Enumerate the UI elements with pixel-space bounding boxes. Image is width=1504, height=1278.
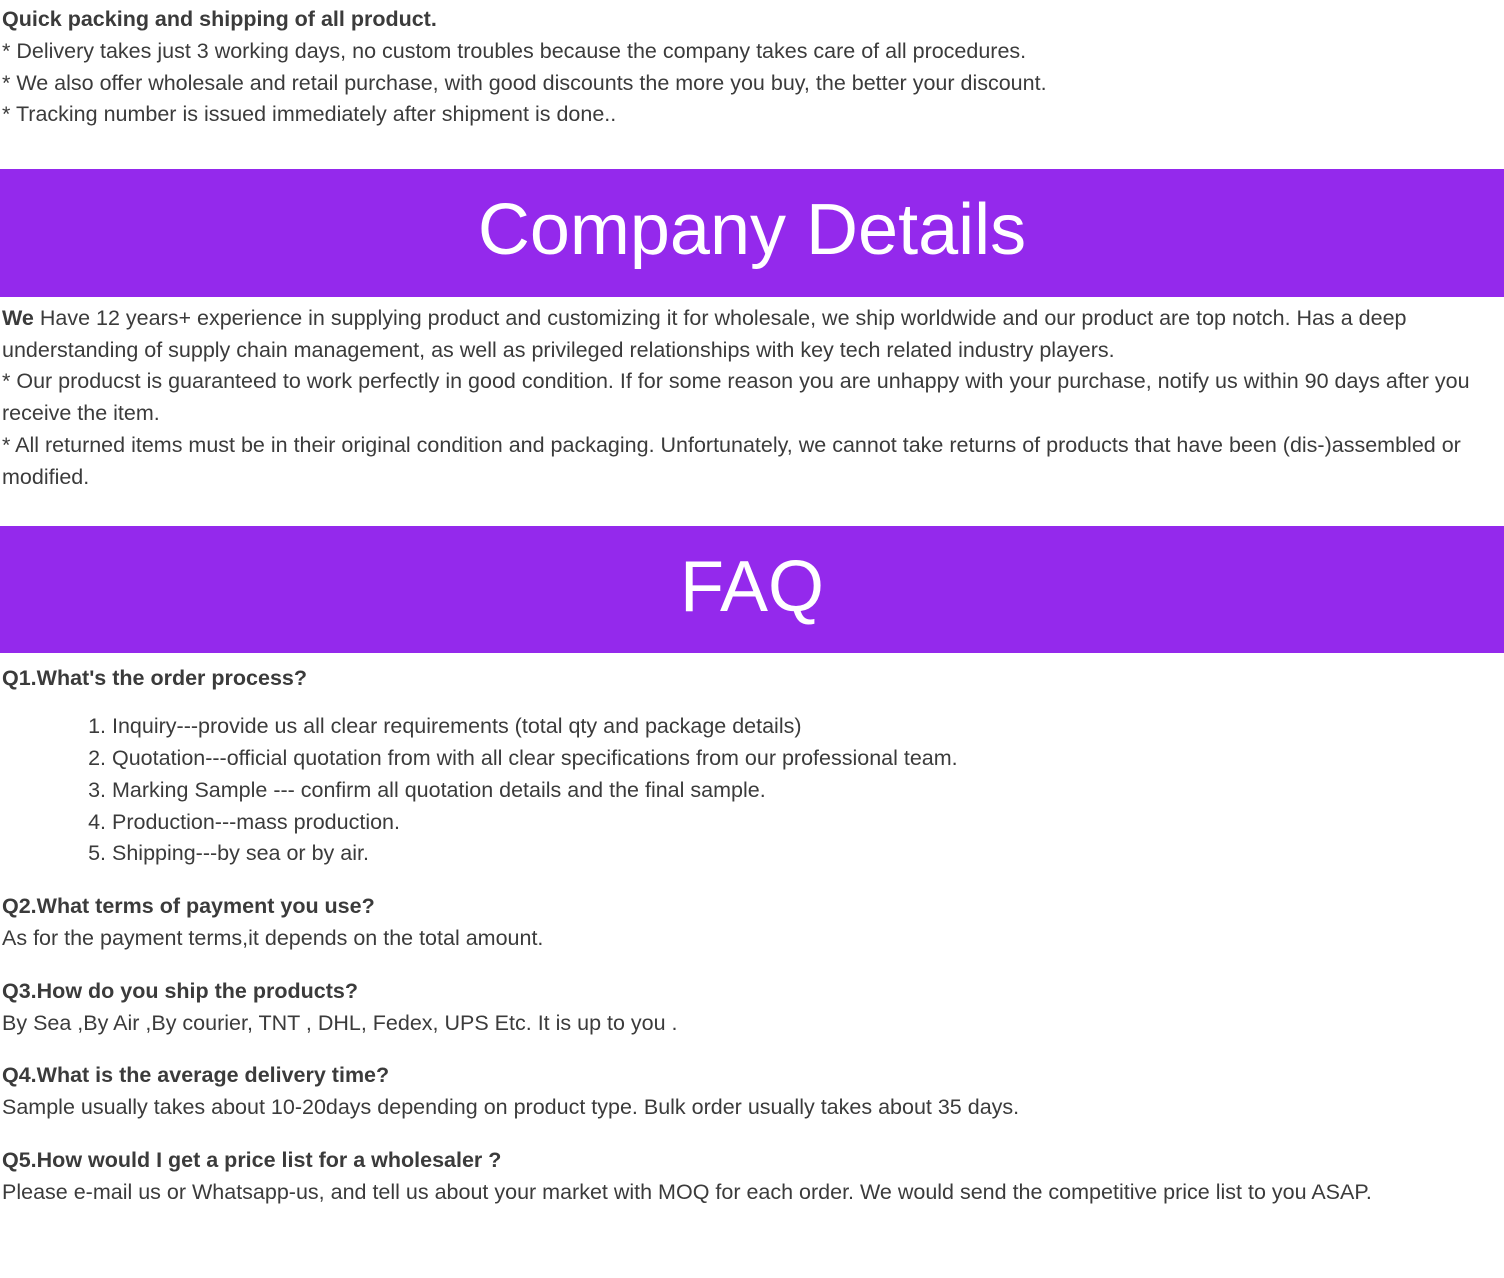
shipping-line-3: * Tracking number is issued immediately after shipment is done..	[2, 102, 617, 127]
faq-spacer-4	[2, 1124, 1502, 1145]
faq-answer-2: As for the payment terms,it depends on the total amount.	[2, 926, 544, 950]
company-line-2: * All returned items must be in their original condition and packaging. Unfortunately, we cannot take returns of products that have been (dis-)assembled or modified.	[2, 433, 1467, 489]
list-item: 5. Shipping---by sea or by air.	[112, 838, 1502, 870]
faq-answer-4: Sample usually takes about 10-20days depending on product type. Bulk order usually takes about 35 days.	[2, 1095, 1020, 1120]
faq-spacer-1	[2, 870, 1502, 891]
company-intro-paragraph	[2, 303, 1502, 367]
faq-question-3: Q3.How do you ship the products?	[2, 978, 358, 1003]
company-intro-rest: Have 12 years+ experience in supplying product and customizing it for wholesale, we ship worldwide and our product are top notch. Has a deep understanding of supply chain management, as well as privileged relationships with key tech related industry players.	[2, 305, 1413, 362]
list-item: 2. Quotation---official quotation from with all clear specifications from our professional team.	[112, 743, 1502, 775]
order-process-list	[2, 711, 1502, 870]
company-details-banner: Company Details	[0, 169, 1504, 297]
faq-answer-3: By Sea ,By Air ,By courier, TNT , DHL, Fedex, UPS Etc. It is up to you .	[2, 1010, 678, 1035]
shipping-section	[0, 0, 1504, 131]
shipping-line-2: * We also offer wholesale and retail purchase, with good discounts the more you buy, the better your discount.	[2, 70, 1047, 95]
list-item: 1. Inquiry---provide us all clear requirements (total qty and package details)	[112, 711, 1502, 743]
list-item: 3. Marking Sample --- confirm all quotation details and the final sample.	[112, 775, 1502, 807]
faq-question-4: Q4.What is the average delivery time?	[2, 1063, 390, 1088]
faq-section	[0, 653, 1504, 1214]
shipping-line-1: * Delivery takes just 3 working days, no custom troubles because the company takes care of all procedures.	[2, 38, 1027, 63]
faq-question-2: Q2.What terms of payment you use?	[2, 894, 375, 919]
company-line-1: * Our producst is guaranteed to work perfectly in good condition. If for some reason you are unhappy with your purchase, notify us within 90 days after you receive the item.	[2, 369, 1476, 426]
company-intro-bold: We	[2, 305, 34, 330]
list-item: 4. Production---mass production.	[112, 807, 1502, 839]
faq-banner: FAQ	[0, 526, 1504, 654]
faq-answer-5: Please e-mail us or Whatsapp-us, and tell us about your market with MOQ for each order. We would send the competitive price list to you ASAP.	[2, 1179, 1372, 1204]
faq-question-5: Q5.How would I get a price list for a wholesaler ?	[2, 1148, 502, 1173]
company-details-section	[0, 297, 1504, 494]
faq-spacer-2	[2, 955, 1502, 976]
faq-spacer-3	[2, 1039, 1502, 1060]
shipping-heading: Quick packing and shipping of all product.	[2, 7, 437, 31]
faq-question-1: Q1.What's the order process?	[2, 666, 307, 691]
